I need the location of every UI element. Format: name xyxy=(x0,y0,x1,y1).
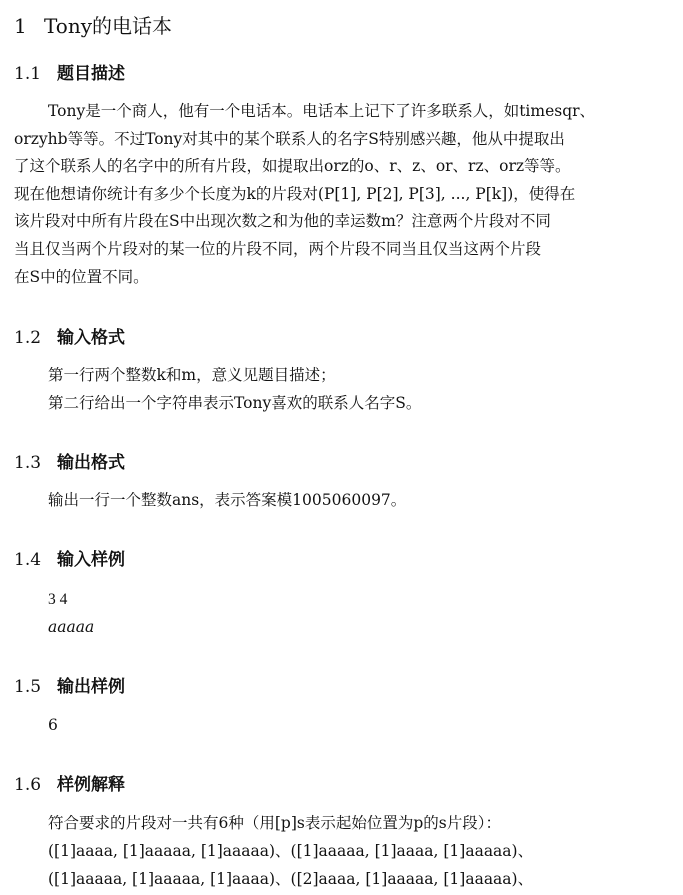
sample-output-line: 6 xyxy=(48,716,58,734)
description-line: orzyhb等等。不过Tony对其中的某个联系人的名字S特别感兴趣，他从中提取出 xyxy=(14,129,565,148)
sample-explanation-line: 符合要求的片段对一共有6种（用[p]s表示起始位置为p的s片段）： xyxy=(48,814,501,832)
description-paragraph xyxy=(14,98,644,291)
sample-explanation-heading xyxy=(14,773,125,797)
output-format-body xyxy=(48,487,406,515)
sample-output-title: 输出样例 xyxy=(57,677,125,697)
sample-input-number: 1.4 xyxy=(14,550,42,570)
description-line: Tony是一个商人，他有一个电话本。电话本上记下了许多联系人，如timesqr、 xyxy=(48,102,596,120)
input-format-title: 输入格式 xyxy=(57,328,125,348)
input-format-heading xyxy=(14,326,125,350)
sample-explanation-body xyxy=(48,810,501,838)
sample-input-heading xyxy=(14,548,125,572)
section-heading xyxy=(14,12,172,40)
sample-input-line: 3 4 xyxy=(48,591,68,608)
description-line: 当且仅当两个片段对的某一位的片段不同，两个片段不同当且仅当这两个片段 xyxy=(14,239,542,258)
description-line: 现在他想请你统计有多少个长度为k的片段对(P[1], P[2], P[3], ..., P[k])，使得在 xyxy=(14,184,576,203)
description-line: 该片段对中所有片段在S中出现次数之和为他的幸运数m？注意两个片段对不同 xyxy=(14,212,551,231)
description-line: 了这个联系人的名字中的所有片段，如提取出orz的o、r、z、or、rz、orz等等。 xyxy=(14,157,571,176)
sample-output-number: 1.5 xyxy=(14,677,42,697)
output-format-line: 输出一行一个整数ans，表示答案模1005060097。 xyxy=(48,491,407,509)
input-format-line: 第二行给出一个字符串表示Tony喜欢的联系人名字S。 xyxy=(48,393,422,412)
sample-output-body xyxy=(48,712,58,740)
section-title: Tony的电话本 xyxy=(44,14,173,38)
input-format-line: 第一行两个整数k和m，意义见题目描述； xyxy=(48,366,336,384)
output-format-number: 1.3 xyxy=(14,453,42,473)
section-number: 1 xyxy=(14,14,27,38)
sample-input-body xyxy=(48,586,94,641)
input-format-number: 1.2 xyxy=(14,328,42,348)
output-format-heading xyxy=(14,451,125,475)
description-number: 1.1 xyxy=(14,64,42,84)
sample-input-line: aaaaa xyxy=(48,617,95,636)
input-format-body xyxy=(48,362,421,417)
description-heading xyxy=(14,62,125,86)
sample-input-title: 输入样例 xyxy=(57,550,125,570)
description-title: 题目描述 xyxy=(57,64,125,84)
sample-explanation-title: 样例解释 xyxy=(57,775,125,795)
sample-explanation-number: 1.6 xyxy=(14,775,42,795)
sample-explanation-pairs xyxy=(48,838,533,893)
sample-output-heading xyxy=(14,675,125,699)
output-format-title: 输出格式 xyxy=(57,453,125,473)
sample-explanation-line: ([1]aaaaa, [1]aaaaa, [1]aaaa)、([2]aaaa, [1]aaaaa, [1]aaaaa)、 xyxy=(48,869,534,888)
description-line: 在S中的位置不同。 xyxy=(14,267,149,286)
sample-explanation-line: ([1]aaaa, [1]aaaaa, [1]aaaaa)、([1]aaaaa, [1]aaaa, [1]aaaaa)、 xyxy=(48,842,534,860)
